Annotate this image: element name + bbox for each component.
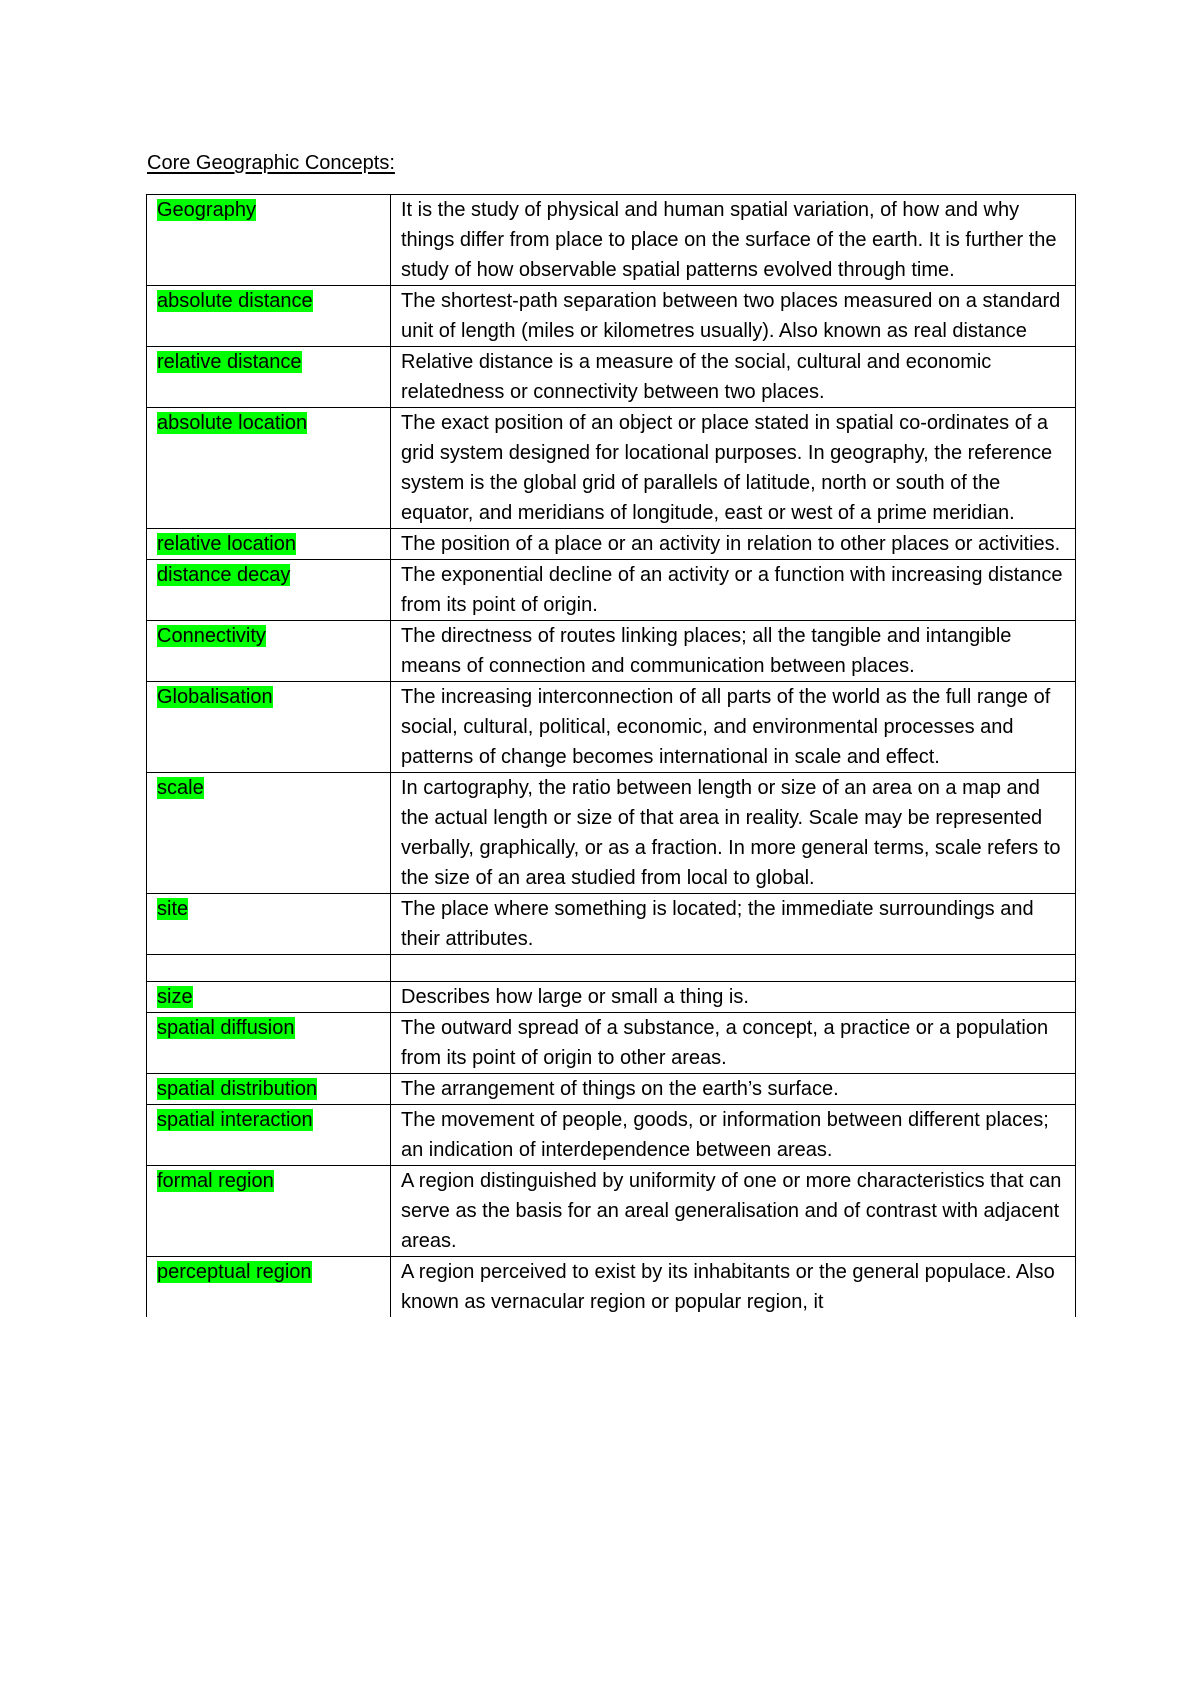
blank-table-row — [147, 955, 1076, 982]
term-cell — [147, 195, 391, 286]
term-text: spatial interaction — [157, 1109, 313, 1131]
definition-cell: The place where something is located; the immediate surroundings and their attributes. — [391, 894, 1076, 955]
table-row — [147, 894, 1076, 955]
term-cell — [147, 621, 391, 682]
term-text: absolute distance — [157, 290, 313, 312]
term-cell — [147, 560, 391, 621]
table-row — [147, 529, 1076, 560]
term-cell — [147, 529, 391, 560]
definition-cell: The directness of routes linking places; all the tangible and intangible means of connection and communication between places. — [391, 621, 1076, 682]
definition-cell: The position of a place or an activity in relation to other places or activities. — [391, 529, 1076, 560]
term-text: perceptual region — [157, 1261, 312, 1283]
table-row — [147, 347, 1076, 408]
term-text: formal region — [157, 1170, 274, 1192]
term-text: spatial distribution — [157, 1078, 318, 1100]
term-cell — [147, 286, 391, 347]
term-text: absolute location — [157, 412, 308, 434]
term-cell — [147, 982, 391, 1013]
table-row — [147, 1105, 1076, 1166]
table-row — [147, 1257, 1076, 1318]
term-text: spatial diffusion — [157, 1017, 295, 1039]
term-cell — [147, 955, 391, 982]
term-text: site — [157, 898, 189, 920]
definition-cell: A region distinguished by uniformity of one or more characteristics that can serve as the basis for an areal generalisation and of contrast with adjacent areas. — [391, 1166, 1076, 1257]
definition-cell: The movement of people, goods, or information between different places; an indication of interdependence between areas. — [391, 1105, 1076, 1166]
definition-cell: The exact position of an object or place stated in spatial co-ordinates of a grid system designed for locational purposes. In geography, the reference system is the global grid of parallels of latitude, north or south of the equator, and meridians of longitude, east or west of a prime meridian. — [391, 408, 1076, 529]
definition-cell — [391, 955, 1076, 982]
definition-cell: Relative distance is a measure of the social, cultural and economic relatedness or connectivity between two places. — [391, 347, 1076, 408]
definition-cell: In cartography, the ratio between length or size of an area on a map and the actual length or size of that area in reality. Scale may be represented verbally, graphically, or as a fraction. In more general terms, scale refers to the size of an area studied from local to global. — [391, 773, 1076, 894]
term-cell — [147, 1074, 391, 1105]
glossary-table — [146, 194, 1076, 1317]
table-row — [147, 621, 1076, 682]
table-row — [147, 982, 1076, 1013]
term-cell — [147, 1013, 391, 1074]
definition-cell: The exponential decline of an activity or a function with increasing distance from its point of origin. — [391, 560, 1076, 621]
term-text: relative distance — [157, 351, 302, 373]
term-text: scale — [157, 777, 204, 799]
table-row — [147, 408, 1076, 529]
term-cell — [147, 894, 391, 955]
table-row — [147, 1166, 1076, 1257]
definition-cell: The outward spread of a substance, a concept, a practice or a population from its point of origin to other areas. — [391, 1013, 1076, 1074]
table-row — [147, 560, 1076, 621]
table-row — [147, 286, 1076, 347]
table-row — [147, 682, 1076, 773]
term-cell — [147, 773, 391, 894]
table-row — [147, 773, 1076, 894]
term-cell — [147, 1166, 391, 1257]
term-text: relative location — [157, 533, 296, 555]
definition-cell: The increasing interconnection of all parts of the world as the full range of social, cultural, political, economic, and environmental processes and patterns of change becomes international in scale and effect. — [391, 682, 1076, 773]
term-text: Globalisation — [157, 686, 273, 708]
page-title: Core Geographic Concepts: — [147, 152, 395, 174]
term-text: Geography — [157, 199, 256, 221]
table-row — [147, 195, 1076, 286]
term-cell — [147, 408, 391, 529]
term-cell — [147, 1105, 391, 1166]
definition-cell: The shortest-path separation between two places measured on a standard unit of length (miles or kilometres usually). Also known as real distance — [391, 286, 1076, 347]
term-text: size — [157, 986, 193, 1008]
term-cell — [147, 347, 391, 408]
table-row — [147, 1074, 1076, 1105]
table-row — [147, 1013, 1076, 1074]
term-cell — [147, 1257, 391, 1318]
term-text: distance decay — [157, 564, 291, 586]
term-cell — [147, 682, 391, 773]
definition-cell: A region perceived to exist by its inhabitants or the general populace. Also known as vernacular region or popular region, it — [391, 1257, 1076, 1318]
term-text: Connectivity — [157, 625, 266, 647]
definition-cell: Describes how large or small a thing is. — [391, 982, 1076, 1013]
definition-cell: The arrangement of things on the earth’s surface. — [391, 1074, 1076, 1105]
definition-cell: It is the study of physical and human spatial variation, of how and why things differ from place to place on the surface of the earth. It is further the study of how observable spatial patterns evolved through time. — [391, 195, 1076, 286]
